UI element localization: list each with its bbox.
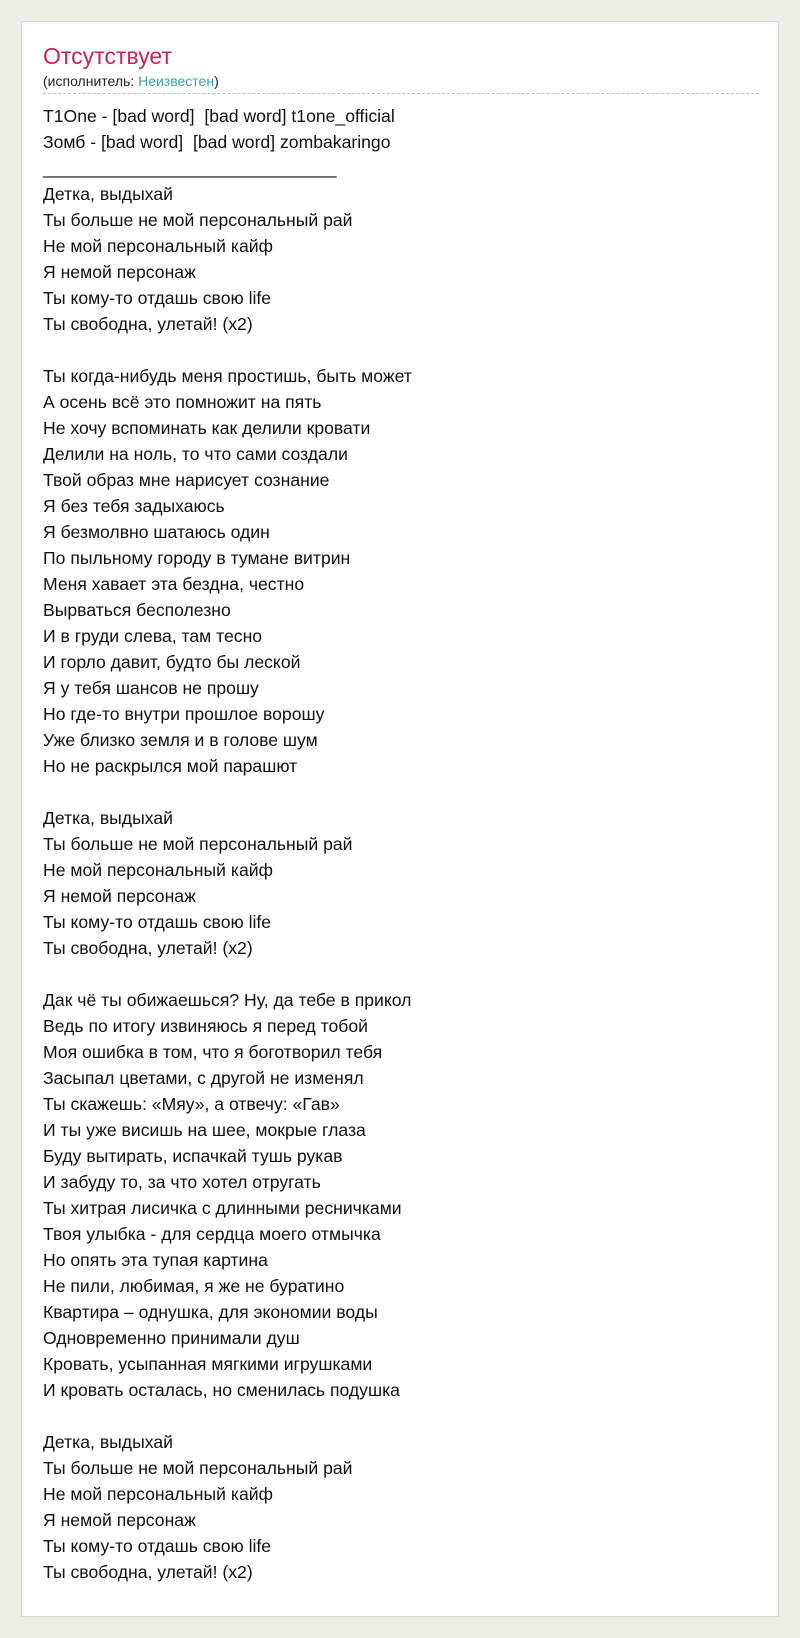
- artist-prefix: (исполнитель:: [43, 73, 139, 89]
- lyrics-card: [21, 21, 779, 1617]
- lyrics-text: T1One - [bad word] [bad word] t1one_official Зомб - [bad word] [bad word] zombakaringo ______________________________ Детка, выдыхай Ты больше не мой персональный рай Не мой персональный кайф Я немой персонаж Ты кому-то отдашь свою life Ты свободна, улетай! (x2) Ты когда-нибудь меня простишь, быть может А осень всё это помножит на пять Не хочу вспоминать как делили кровати Делили на ноль, то что сами создали Твой образ мне нарисует сознание Я без тебя задыхаюсь Я безмолвно шатаюсь один По пыльному городу в тумане витрин Меня хавает эта бездна, честно Вырваться бесполезно И в груди слева, там тесно И горло давит, будто бы леской Я у тебя шансов не прошу Но где-то внутри прошлое ворошу Уже близко земля и в голове шум Но не раскрылся мой парашют Детка, выдыхай Ты больше не мой персональный рай Не мой персональный кайф Я немой персонаж Ты кому-то отдашь свою life Ты свободна, улетай! (x2) Дак чё ты обижаешься? Ну, да тебе в прикол Ведь по итогу извиняюсь я перед тобой Моя ошибка в том, что я боготворил тебя Засыпал цветами, с другой не изменял Ты скажешь: «Мяу», а отвечу: «Гав» И ты уже висишь на шее, мокрые глаза Буду вытирать, испачкай тушь рукав И забуду то, за что хотел отругать Ты хитрая лисичка с длинными ресничками Твоя улыбка - для сердца моего отмычка Но опять эта тупая картина Не пили, любимая, я же не буратино Квартира – однушка, для экономии воды Одновременно принимали душ Кровать, усыпанная мягкими игрушками И кровать осталась, но сменилась подушка Детка, выдыхай Ты больше не мой персональный рай Не мой персональный кайф Я немой персонаж Ты кому-то отдашь свою life Ты свободна, улетай! (x2): [43, 106, 412, 1582]
- artist-link[interactable]: Неизвестен: [138, 73, 215, 89]
- artist-line: [43, 72, 219, 90]
- artist-suffix: ): [214, 73, 219, 89]
- song-title: Отсутствует: [43, 43, 172, 69]
- title-divider: [43, 93, 759, 94]
